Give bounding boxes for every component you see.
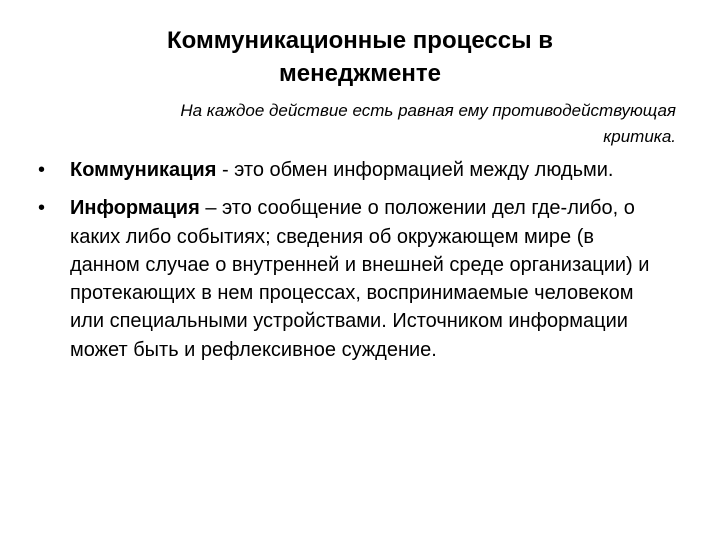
bullet-marker: •	[38, 197, 46, 220]
bullet-term: Информация	[70, 197, 200, 220]
bullet-term: Коммуникация	[70, 159, 217, 181]
bullet-text: - это обмен информацией между людьми.	[216, 159, 614, 181]
epigraph-line-2: критика.	[603, 127, 676, 146]
bullet-list	[34, 156, 664, 364]
bullet-marker: •	[38, 159, 46, 181]
title-line-2: менеджменте	[279, 60, 441, 87]
epigraph	[80, 98, 676, 150]
bullet-item-communication	[34, 156, 664, 184]
bullet-text: – это сообщение о положении дел где-либо, о каких либо событиях; сведения об окружающем мире (в данном случае о внутренней и внешней среде организации) и протекающих в нем процессах, воспринимаемые человеком или специальными устройствами. Источником информации может быть и рефлексивное суждение.	[70, 197, 650, 361]
epigraph-line-1: На каждое действие есть равная ему противодействующая	[180, 101, 676, 120]
slide-title	[60, 24, 660, 90]
bullet-item-information	[34, 194, 664, 364]
title-line-1: Коммуникационные процессы в	[166, 27, 554, 54]
